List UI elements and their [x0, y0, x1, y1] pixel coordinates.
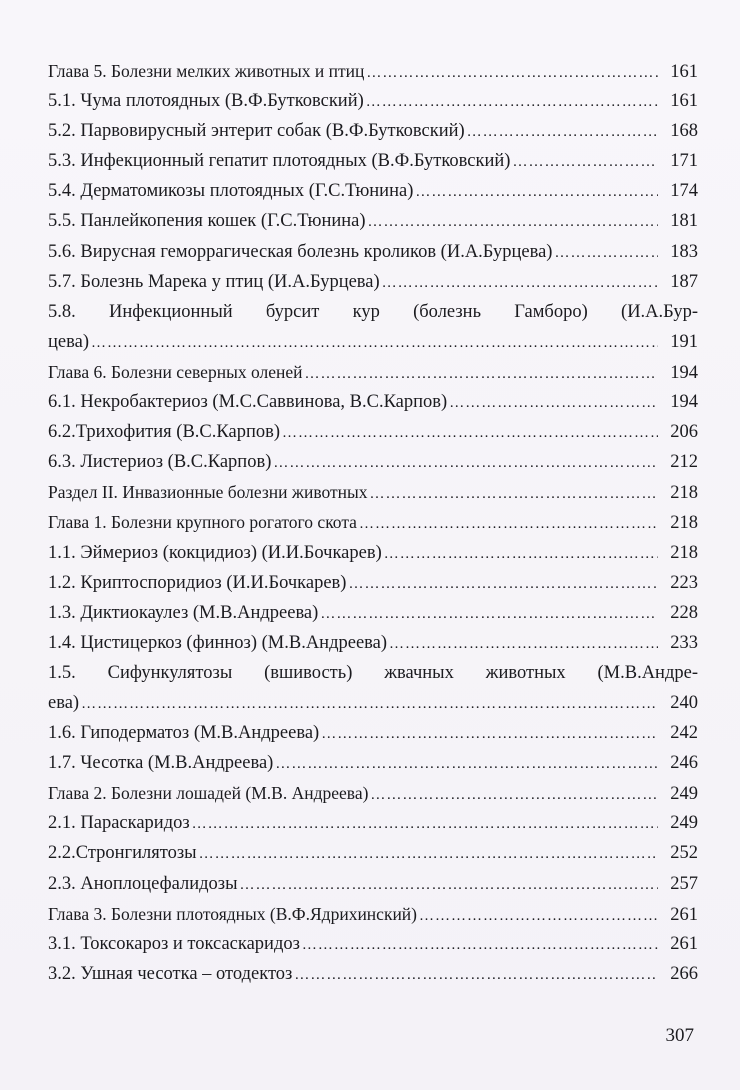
- toc-entry: [48, 538, 698, 568]
- toc-entry: [48, 267, 698, 297]
- toc-entry-page: 240: [670, 692, 698, 713]
- toc-entry-title: 1.2. Криптоспоридиоз (И.И.Бочкарев): [48, 572, 347, 593]
- toc-entry-page: 168: [670, 121, 698, 142]
- toc-entry-title: цева): [48, 331, 89, 352]
- toc-entry-page: 183: [670, 241, 698, 262]
- dot-leader: [449, 388, 658, 418]
- dot-leader: [91, 328, 658, 358]
- toc-entry-page: 233: [670, 632, 698, 653]
- toc-entry-title-line1: 1.5. Сифункулятозы (вшивость) жвачных животных (М.В.Андре-: [48, 662, 698, 683]
- toc-entry-page: 191: [670, 331, 698, 352]
- toc-entry-page: 266: [670, 963, 698, 984]
- toc-entry: [48, 929, 698, 959]
- toc-entry-wrapped-line: [48, 658, 698, 688]
- toc-entry-page: 261: [670, 904, 698, 925]
- toc-entry-page: 223: [670, 572, 698, 593]
- toc-entry: [48, 146, 698, 176]
- dot-leader: [368, 207, 658, 237]
- toc-entry-page: 174: [670, 181, 698, 202]
- toc-entry-title: 2.3. Аноплоцефалидозы: [48, 873, 238, 894]
- toc-entry-title: 3.2. Ушная чесотка – отодектоз: [48, 963, 293, 984]
- toc-entry-title: Глава 3. Болезни плотоядных (В.Ф.Ядрихинский): [48, 903, 418, 924]
- toc-entry-title: 6.1. Некробактериоз (М.С.Саввинова, В.С.Карпов): [48, 392, 448, 413]
- toc-entry-title: 2.2.Стронгилятозы: [48, 843, 197, 864]
- dot-leader: [240, 870, 659, 900]
- toc-entry-title: 1.6. Гиподерматоз (М.В.Андреева): [48, 723, 320, 744]
- toc-entry-page: 212: [670, 452, 698, 473]
- toc-entry-page: 261: [670, 933, 698, 954]
- toc-entry-title-line1: 5.8. Инфекционный бурсит кур (болезнь Гамборо) (И.А.Бур-: [48, 301, 698, 322]
- toc-entry: [48, 568, 698, 598]
- dot-leader: [282, 418, 658, 448]
- dot-leader: [389, 629, 658, 659]
- toc-entry-page: 249: [670, 784, 698, 805]
- toc-entry-title: Глава 2. Болезни лошадей (М.В. Андреева): [48, 783, 369, 804]
- toc-entry: [48, 718, 698, 748]
- toc-entry-wrapped-line: [48, 297, 698, 327]
- toc-entry: [48, 748, 698, 778]
- dot-leader: [467, 117, 658, 147]
- toc-entry-page: 187: [670, 271, 698, 292]
- dot-leader: [304, 359, 658, 389]
- toc-entry-title: 5.2. Парвовирусный энтерит собак (В.Ф.Бутковский): [48, 121, 465, 142]
- dot-leader: [382, 268, 658, 298]
- dot-leader: [359, 509, 658, 539]
- toc-entry: [48, 176, 698, 206]
- toc-entry-title: Глава 1. Болезни крупного рогатого скота: [48, 512, 357, 533]
- dot-leader: [366, 58, 658, 88]
- toc-entry: [48, 598, 698, 628]
- toc-entry-page: 194: [670, 362, 698, 383]
- toc-entry-title: 5.3. Инфекционный гепатит плотоядных (В.Ф.Бутковский): [48, 151, 511, 172]
- toc-entry-page: 252: [670, 843, 698, 864]
- table-of-contents: [48, 56, 698, 989]
- dot-leader: [348, 569, 658, 599]
- dot-leader: [370, 780, 658, 810]
- dot-leader: [415, 177, 658, 207]
- toc-entry: [48, 417, 698, 447]
- dot-leader: [273, 448, 658, 478]
- toc-entry: [48, 838, 698, 868]
- toc-entry-page: 228: [670, 602, 698, 623]
- toc-entry-title: 1.4. Цистицеркоз (финноз) (М.В.Андреева): [48, 632, 388, 653]
- toc-entry: [48, 447, 698, 477]
- toc-entry: [48, 628, 698, 658]
- toc-entry-title: Глава 6. Болезни северных оленей: [48, 361, 303, 382]
- dot-leader: [192, 809, 658, 839]
- toc-entry-title: 5.4. Дерматомикозы плотоядных (Г.С.Тюнина): [48, 181, 414, 202]
- toc-entry-page: 161: [670, 62, 698, 82]
- toc-entry-page: 242: [670, 723, 698, 744]
- toc-entry-page: 171: [670, 151, 698, 172]
- dot-leader: [512, 147, 658, 177]
- toc-entry-title: 1.7. Чесотка (М.В.Андреева): [48, 753, 274, 774]
- toc-entry-page: 218: [670, 542, 698, 563]
- dot-leader: [554, 238, 658, 268]
- toc-entry-title: 3.1. Токсокароз и токсаскаридоз: [48, 933, 300, 954]
- toc-entry-title: Глава 5. Болезни мелких животных и птиц: [48, 61, 365, 81]
- toc-entry-title: 5.7. Болезнь Марека у птиц (И.А.Бурцева): [48, 271, 380, 292]
- toc-entry-page: 161: [670, 91, 698, 112]
- toc-entry: [48, 327, 698, 357]
- toc-entry: [48, 959, 698, 989]
- toc-entry-title: 6.2.Трихофития (В.С.Карпов): [48, 422, 280, 443]
- toc-entry-title: 6.3. Листериоз (В.С.Карпов): [48, 452, 272, 473]
- dot-leader: [294, 960, 658, 990]
- page-number: 307: [665, 1025, 694, 1046]
- dot-leader: [199, 839, 658, 869]
- toc-entry-title: 5.5. Панлейкопения кошек (Г.С.Тюнина): [48, 211, 366, 232]
- toc-chapter-entry: [48, 477, 698, 507]
- toc-entry-page: 218: [670, 513, 698, 534]
- dot-leader: [419, 901, 658, 931]
- toc-entry: [48, 237, 698, 267]
- toc-entry: [48, 869, 698, 899]
- toc-entry-title: 5.1. Чума плотоядных (В.Ф.Бутковский): [48, 91, 364, 112]
- toc-chapter-entry: [48, 507, 698, 537]
- toc-entry-page: 246: [670, 753, 698, 774]
- toc-entry-page: 249: [670, 813, 698, 834]
- toc-chapter-entry: [48, 778, 698, 808]
- toc-entry-title: 1.3. Диктиокаулез (М.В.Андреева): [48, 602, 319, 623]
- dot-leader: [366, 87, 658, 117]
- dot-leader: [320, 599, 658, 629]
- toc-chapter-entry: [48, 56, 698, 86]
- dot-leader: [370, 479, 658, 509]
- toc-entry-title: 5.6. Вирусная геморрагическая болезнь кроликов (И.А.Бурцева): [48, 241, 553, 262]
- toc-entry: [48, 688, 698, 718]
- toc-entry-page: 218: [670, 483, 698, 504]
- toc-entry-page: 181: [670, 211, 698, 232]
- toc-entry-page: 257: [670, 873, 698, 894]
- dot-leader: [81, 689, 658, 719]
- dot-leader: [275, 749, 658, 779]
- dot-leader: [302, 930, 658, 960]
- toc-entry: [48, 86, 698, 116]
- toc-entry: [48, 808, 698, 838]
- toc-chapter-entry: [48, 357, 698, 387]
- dot-leader: [384, 539, 658, 569]
- toc-entry-title: 1.1. Эймериоз (кокцидиоз) (И.И.Бочкарев): [48, 542, 382, 563]
- toc-entry-title: ева): [48, 692, 80, 713]
- toc-entry-page: 206: [670, 422, 698, 443]
- toc-entry-title: Раздел II. Инвазионные болезни животных: [48, 482, 368, 503]
- toc-entry-title: 2.1. Параскаридоз: [48, 813, 190, 834]
- toc-entry: [48, 116, 698, 146]
- toc-entry: [48, 387, 698, 417]
- toc-entry: [48, 206, 698, 236]
- toc-chapter-entry: [48, 899, 698, 929]
- toc-entry-page: 194: [670, 392, 698, 413]
- dot-leader: [321, 719, 658, 749]
